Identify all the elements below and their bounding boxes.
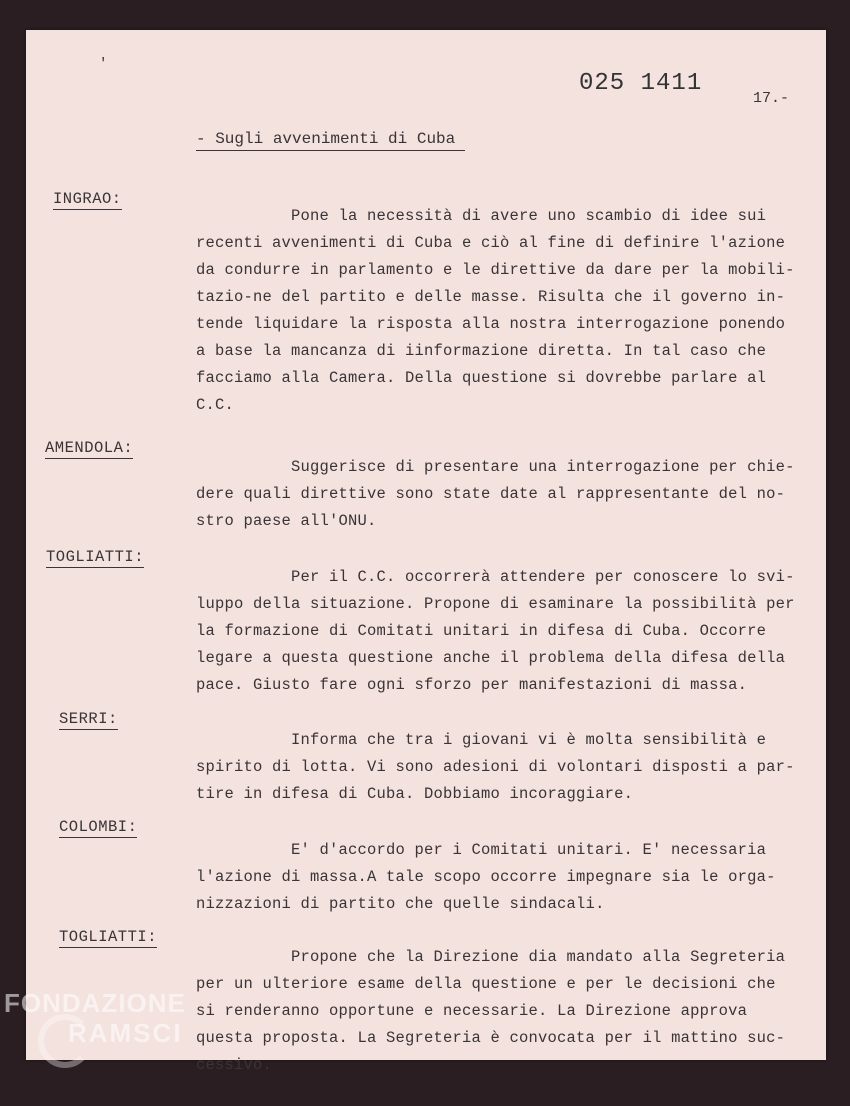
logo-line-2: RAMSCI xyxy=(68,1018,183,1048)
archive-logo xyxy=(4,988,186,1048)
page-number: 17.- xyxy=(753,90,790,107)
speaker-togliatti: TOGLIATTI: xyxy=(46,548,145,566)
document-page xyxy=(26,30,826,1074)
speech-togliatti xyxy=(196,537,806,726)
speech-text: Informa che tra i giovani vi è molta sensibilità e spirito di lotta. Vi sono adesioni di volontari disposti a par- tire in difesa di Cuba. Dobbiamo incoraggiare. xyxy=(196,731,795,803)
logo-g-icon xyxy=(38,1014,92,1068)
logo-line-1: FONDAZIONE xyxy=(4,988,186,1018)
section-title: - Sugli avvenimenti di Cuba xyxy=(196,130,465,151)
speech-text: Propone che la Direzione dia mandato alla Segreteria per un ulteriore esame della questione e per le decisioni che si renderanno opportune e necessarie. La Direzione approva questa proposta. La Segreteria è convocata per il mattino suc- cessivo. xyxy=(196,948,786,1074)
document-number: 025 1411 xyxy=(579,70,703,97)
speaker-ingrao: INGRAO: xyxy=(53,190,122,208)
speaker-colombi: COLOMBI: xyxy=(59,818,138,836)
speech-ingrao xyxy=(196,176,806,446)
speech-text: Suggerisce di presentare una interrogazione per chie- dere quali direttive sono state date al rappresentante del no- stro paese all'ONU. xyxy=(196,458,795,530)
speech-togliatti-2 xyxy=(196,917,806,1106)
speaker-serri: SERRI: xyxy=(59,710,118,728)
speaker-togliatti-2: TOGLIATTI: xyxy=(59,928,158,946)
speech-text: Per il C.C. occorrerà attendere per conoscere lo svi- luppo della situazione. Propone di esaminare la possibilità per la formazione di Comitati unitari in difesa di Cuba. Occorre legare a questa questione anche il problema della difesa della pace. Giusto fare ogni sforzo per manifestazioni di massa. xyxy=(196,568,795,694)
speech-text: E' d'accordo per i Comitati unitari. E' necessaria l'azione di massa.A tale scopo occorre impegnare sia le orga- nizzazioni di partito che quelle sindacali. xyxy=(196,841,776,913)
speech-text: Pone la necessità di avere uno scambio di idee sui recenti avvenimenti di Cuba e ciò al fine di definire l'azione da condurre in parlamento e le direttive da dare per la mobili- tazio-ne del partito e delle masse. Risulta che il governo in- tende liquidare la risposta alla nostra interrogazione ponendo a base la mancanza di iinformazione diretta. In tal caso che facciamo alla Camera. Della questione si dovrebbe parlare al C.C. xyxy=(196,207,795,414)
speaker-amendola: AMENDOLA: xyxy=(45,439,134,457)
stray-ink-mark: ' xyxy=(99,56,108,72)
